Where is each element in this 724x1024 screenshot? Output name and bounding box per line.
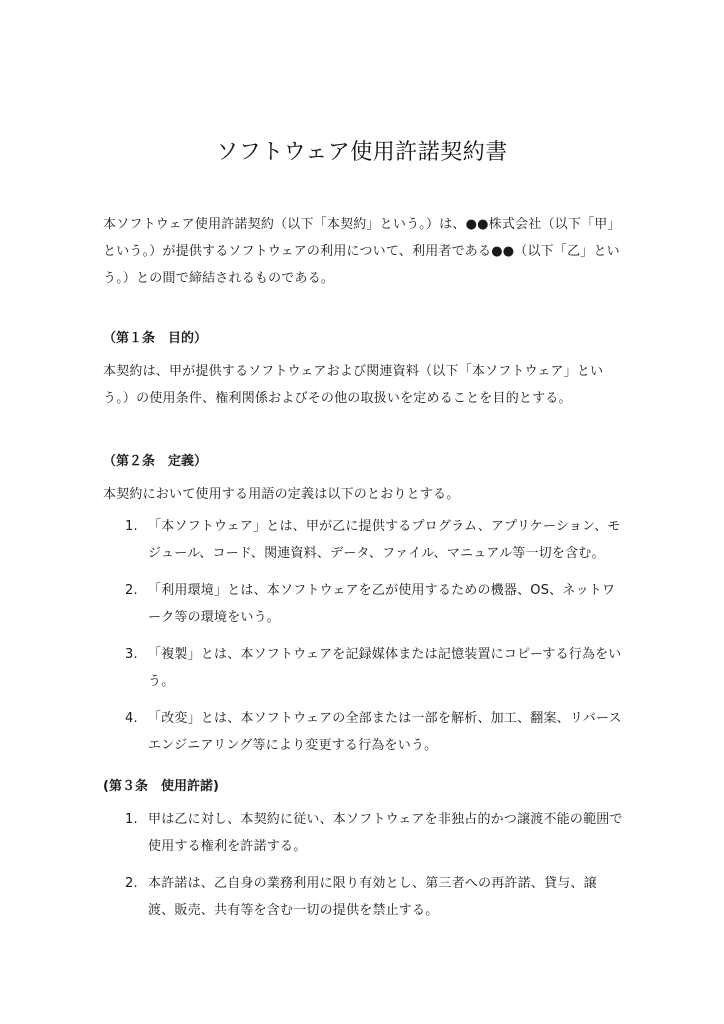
- list-item-number: 1.: [125, 812, 138, 827]
- list-item: [103, 806, 623, 860]
- preamble-paragraph: 本ソフトウェア使用許諾契約（以下「本契約」という。）は、●●株式会社（以下「甲」という。）が提供するソフトウェアの利用について、利用者である●●（以下「乙」という。）との間で締結されるものである。: [103, 217, 621, 286]
- list-item: [103, 641, 623, 695]
- list-item: [103, 870, 623, 924]
- article-3-heading: (第３条 使用許諾): [103, 779, 219, 794]
- document-title: ソフトウェア使用許諾契約書: [216, 140, 508, 165]
- article-2-definitions-list: [103, 513, 623, 759]
- list-item-number: 2.: [125, 876, 138, 891]
- article-1-heading: （第１条 目的）: [103, 331, 208, 346]
- list-item-text: 「本ソフトウェア」とは、甲が乙に提供するプログラム、アプリケーション、モジュール、コード、関連資料、データ、ファイル、マニュアル等一切を含む。: [148, 519, 621, 561]
- article-2-body: 本契約において使用する用語の定義は以下のとおりとする。: [103, 487, 460, 502]
- list-item-number: 3.: [125, 647, 138, 662]
- list-item: [103, 705, 623, 759]
- list-item-number: 2.: [125, 583, 138, 598]
- article-3-license-list: [103, 806, 623, 924]
- list-item: [103, 513, 623, 567]
- list-item-text: 「複製」とは、本ソフトウェアを記録媒体または記憶装置にコピーする行為をいう。: [148, 647, 622, 689]
- list-item-text: 甲は乙に対し、本契約に従い、本ソフトウェアを非独占的かつ譲渡不能の範囲で使用する権利を許諾する。: [148, 812, 623, 854]
- list-item-text: 「利用環境」とは、本ソフトウェアを乙が使用するための機器、OS、ネットワーク等の環境をいう。: [148, 583, 616, 625]
- list-item-text: 本許諾は、乙自身の業務利用に限り有効とし、第三者への再許諾、貸与、譲渡、販売、共有等を含む一切の提供を禁止する。: [148, 876, 597, 918]
- list-item: [103, 577, 623, 631]
- list-item-number: 1.: [125, 519, 138, 534]
- article-2-heading: （第２条 定義）: [103, 454, 208, 469]
- article-1-body: 本契約は、甲が提供するソフトウェアおよび関連資料（以下「本ソフトウェア」という。）の使用条件、権利関係およびその他の取扱いを定めることを目的とする。: [103, 364, 604, 406]
- list-item-number: 4.: [125, 711, 138, 726]
- list-item-text: 「改変」とは、本ソフトウェアの全部または一部を解析、加工、翻案、リバースエンジニアリング等により変更する行為をいう。: [148, 711, 622, 753]
